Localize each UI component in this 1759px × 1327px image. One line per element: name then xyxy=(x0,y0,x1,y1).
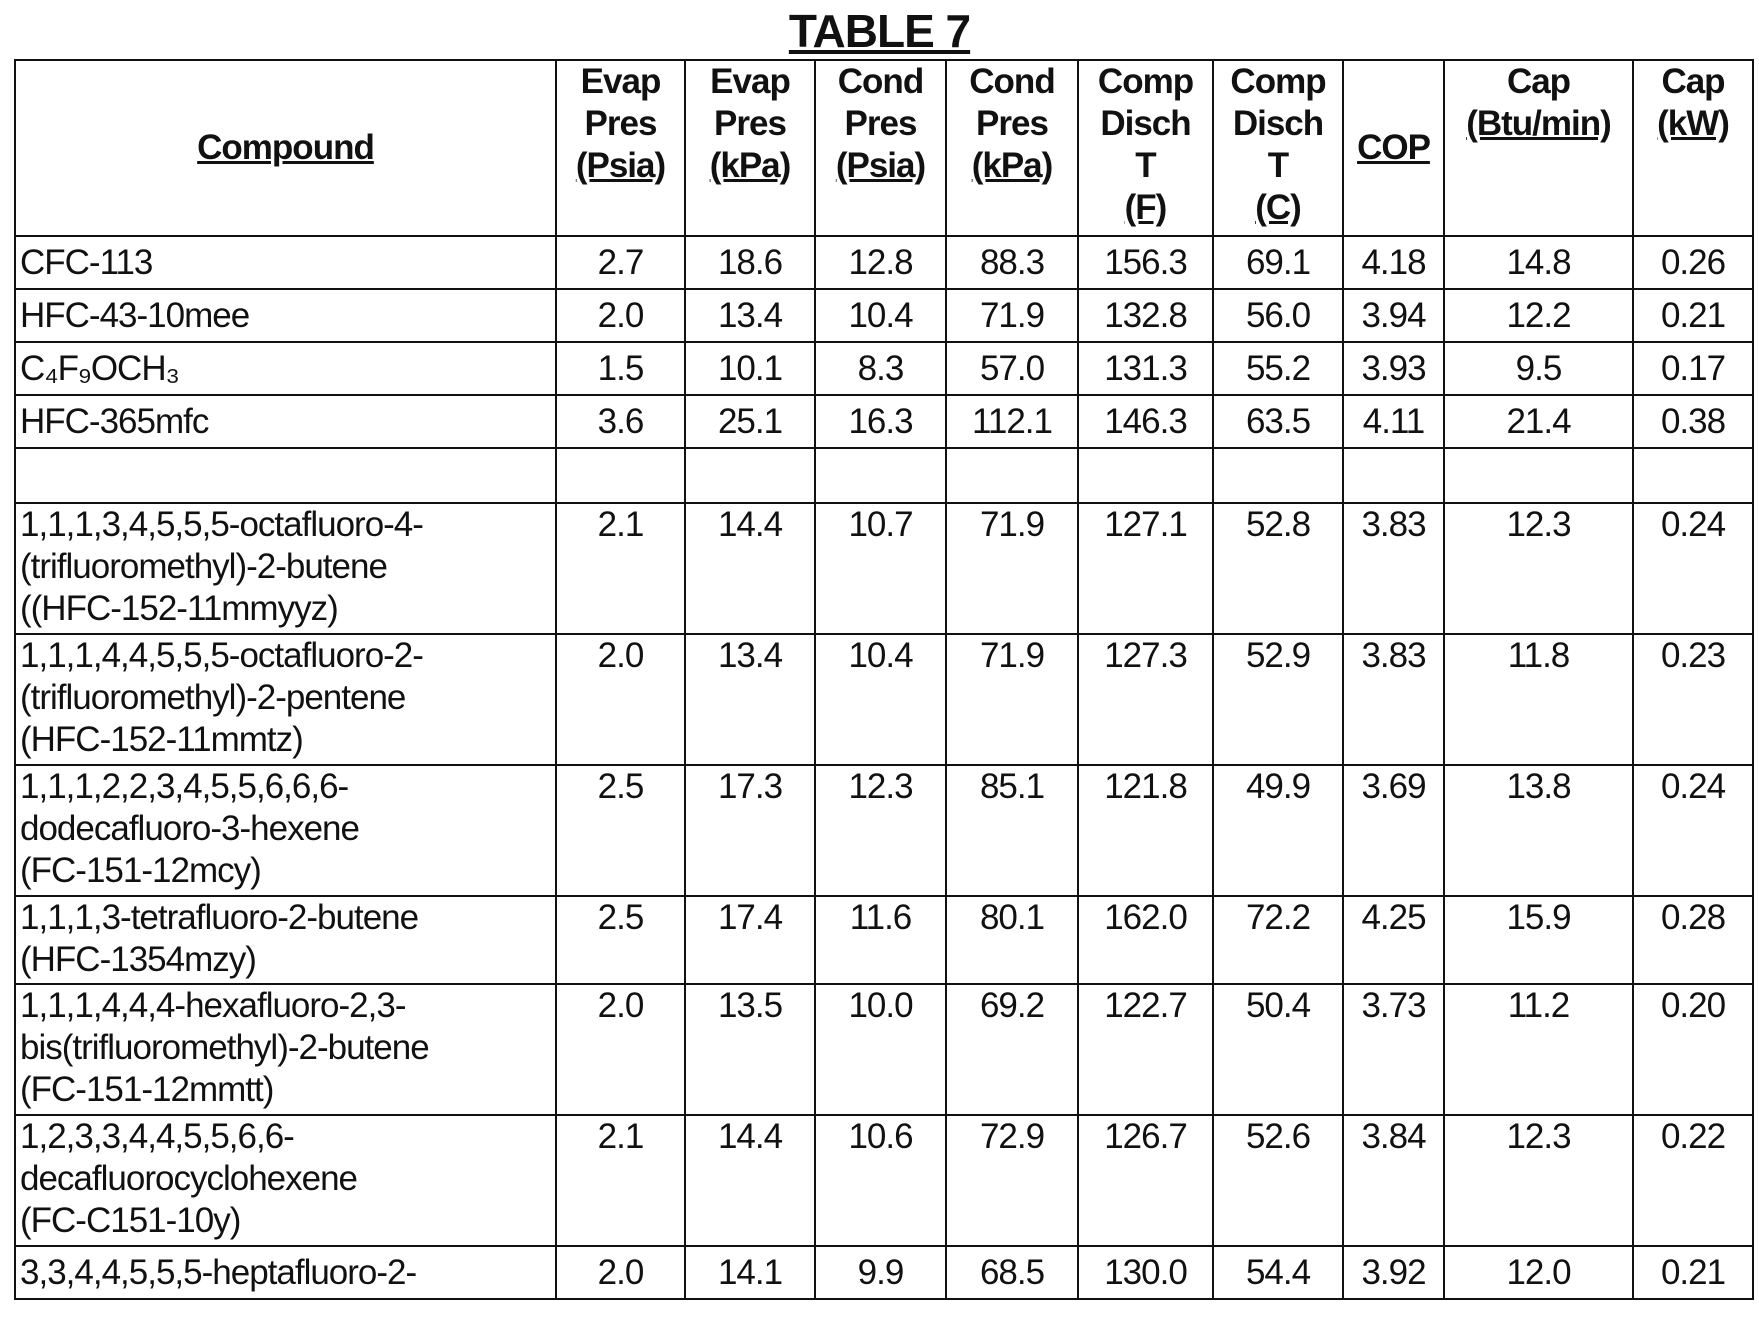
value-cell: 132.8 xyxy=(1078,289,1213,342)
value-cell: 16.3 xyxy=(815,395,946,448)
value-cell: 127.1 xyxy=(1078,503,1213,634)
value-cell: 10.4 xyxy=(815,289,946,342)
value-cell: 11.8 xyxy=(1444,634,1633,765)
table-row xyxy=(15,1246,1753,1299)
compound-name-line: (trifluoromethyl)-2-pentene xyxy=(20,677,551,719)
value-cell: 162.0 xyxy=(1078,896,1213,984)
value-cell: 3.6 xyxy=(556,395,685,448)
value-cell: 0.23 xyxy=(1633,634,1753,765)
value-cell: 12.8 xyxy=(815,236,946,289)
value-cell: 12.0 xyxy=(1444,1246,1633,1299)
compound-cell xyxy=(15,634,556,765)
value-cell: 68.5 xyxy=(946,1246,1078,1299)
empty-cell xyxy=(1633,448,1753,503)
header-cap-btu: Cap (Btu/min) xyxy=(1444,60,1633,236)
header-disch-f: Comp Disch T (F) xyxy=(1078,60,1213,236)
value-cell: 130.0 xyxy=(1078,1246,1213,1299)
value-cell: 3.93 xyxy=(1343,342,1444,395)
compound-name-line: CFC-113 xyxy=(20,242,551,284)
value-cell: 0.17 xyxy=(1633,342,1753,395)
value-cell: 80.1 xyxy=(946,896,1078,984)
empty-cell xyxy=(1213,448,1343,503)
value-cell: 72.9 xyxy=(946,1115,1078,1246)
compound-name-line: (HFC-1354mzy) xyxy=(20,939,551,981)
header-cop: COP xyxy=(1343,60,1444,236)
empty-cell xyxy=(946,448,1078,503)
compound-name-line: C₄F₉OCH₃ xyxy=(20,348,551,390)
header-cond-psia: Cond Pres (Psia) xyxy=(815,60,946,236)
compound-name-line: (FC-C151-10y) xyxy=(20,1200,551,1242)
value-cell: 85.1 xyxy=(946,765,1078,896)
compound-cell xyxy=(15,395,556,448)
value-cell: 3.84 xyxy=(1343,1115,1444,1246)
value-cell: 4.18 xyxy=(1343,236,1444,289)
value-cell: 69.1 xyxy=(1213,236,1343,289)
compound-name-line: 1,1,1,2,2,3,4,5,5,6,6,6- xyxy=(20,766,551,808)
table-row xyxy=(15,765,1753,896)
compound-cell xyxy=(15,765,556,896)
table-row xyxy=(15,984,1753,1115)
value-cell: 10.0 xyxy=(815,984,946,1115)
value-cell: 88.3 xyxy=(946,236,1078,289)
value-cell: 52.9 xyxy=(1213,634,1343,765)
value-cell: 69.2 xyxy=(946,984,1078,1115)
value-cell: 9.5 xyxy=(1444,342,1633,395)
compound-name-line: dodecafluoro-3-hexene xyxy=(20,808,551,850)
value-cell: 3.73 xyxy=(1343,984,1444,1115)
value-cell: 3.69 xyxy=(1343,765,1444,896)
value-cell: 0.38 xyxy=(1633,395,1753,448)
compound-name-line: (FC-151-12mmtt) xyxy=(20,1069,551,1111)
value-cell: 12.3 xyxy=(815,765,946,896)
compound-name-line: 1,1,1,4,4,4-hexafluoro-2,3- xyxy=(20,985,551,1027)
value-cell: 9.9 xyxy=(815,1246,946,1299)
value-cell: 10.6 xyxy=(815,1115,946,1246)
compound-cell xyxy=(15,1115,556,1246)
compound-name-line: HFC-43-10mee xyxy=(20,295,551,337)
value-cell: 17.4 xyxy=(685,896,815,984)
header-evap-kpa: Evap Pres (kPa) xyxy=(685,60,815,236)
value-cell: 2.0 xyxy=(556,289,685,342)
compound-name-line: 1,1,1,3,4,5,5,5-octafluoro-4- xyxy=(20,504,551,546)
value-cell: 8.3 xyxy=(815,342,946,395)
empty-cell xyxy=(15,448,556,503)
value-cell: 3.83 xyxy=(1343,634,1444,765)
compound-name-line: 3,3,4,4,5,5,5-heptafluoro-2- xyxy=(20,1252,551,1294)
compound-name-line: 1,2,3,3,4,4,5,5,6,6- xyxy=(20,1116,551,1158)
table-row xyxy=(15,289,1753,342)
value-cell: 10.1 xyxy=(685,342,815,395)
value-cell: 1.5 xyxy=(556,342,685,395)
value-cell: 71.9 xyxy=(946,289,1078,342)
value-cell: 57.0 xyxy=(946,342,1078,395)
table-row xyxy=(15,236,1753,289)
value-cell: 71.9 xyxy=(946,503,1078,634)
table-row xyxy=(15,503,1753,634)
compound-cell xyxy=(15,342,556,395)
value-cell: 12.3 xyxy=(1444,503,1633,634)
value-cell: 13.4 xyxy=(685,289,815,342)
value-cell: 2.0 xyxy=(556,1246,685,1299)
value-cell: 4.11 xyxy=(1343,395,1444,448)
compound-name-line: (trifluoromethyl)-2-butene xyxy=(20,546,551,588)
value-cell: 14.4 xyxy=(685,1115,815,1246)
value-cell: 0.28 xyxy=(1633,896,1753,984)
value-cell: 3.83 xyxy=(1343,503,1444,634)
value-cell: 14.1 xyxy=(685,1246,815,1299)
value-cell: 71.9 xyxy=(946,634,1078,765)
value-cell: 156.3 xyxy=(1078,236,1213,289)
header-row xyxy=(15,60,1753,236)
value-cell: 2.7 xyxy=(556,236,685,289)
value-cell: 13.5 xyxy=(685,984,815,1115)
empty-cell xyxy=(685,448,815,503)
value-cell: 52.8 xyxy=(1213,503,1343,634)
table-row xyxy=(15,634,1753,765)
value-cell: 14.4 xyxy=(685,503,815,634)
empty-cell xyxy=(1343,448,1444,503)
compound-cell xyxy=(15,503,556,634)
value-cell: 18.6 xyxy=(685,236,815,289)
empty-cell xyxy=(556,448,685,503)
value-cell: 12.2 xyxy=(1444,289,1633,342)
value-cell: 15.9 xyxy=(1444,896,1633,984)
value-cell: 2.1 xyxy=(556,1115,685,1246)
empty-cell xyxy=(1444,448,1633,503)
compound-name-line: ((HFC-152-11mmyyz) xyxy=(20,588,551,630)
value-cell: 11.6 xyxy=(815,896,946,984)
value-cell: 63.5 xyxy=(1213,395,1343,448)
compound-name-line: (FC-151-12mcy) xyxy=(20,850,551,892)
value-cell: 0.26 xyxy=(1633,236,1753,289)
value-cell: 2.1 xyxy=(556,503,685,634)
compound-cell xyxy=(15,896,556,984)
compound-name-line: (HFC-152-11mmtz) xyxy=(20,719,551,761)
value-cell: 13.4 xyxy=(685,634,815,765)
value-cell: 0.22 xyxy=(1633,1115,1753,1246)
value-cell: 50.4 xyxy=(1213,984,1343,1115)
table-row xyxy=(15,1115,1753,1246)
compound-cell xyxy=(15,1246,556,1299)
empty-cell xyxy=(815,448,946,503)
value-cell: 0.21 xyxy=(1633,289,1753,342)
value-cell: 2.0 xyxy=(556,634,685,765)
value-cell: 11.2 xyxy=(1444,984,1633,1115)
value-cell: 3.92 xyxy=(1343,1246,1444,1299)
value-cell: 131.3 xyxy=(1078,342,1213,395)
compound-cell xyxy=(15,984,556,1115)
value-cell: 25.1 xyxy=(685,395,815,448)
header-cap-kw: Cap (kW) xyxy=(1633,60,1753,236)
value-cell: 2.5 xyxy=(556,765,685,896)
table-row xyxy=(15,342,1753,395)
value-cell: 13.8 xyxy=(1444,765,1633,896)
value-cell: 0.24 xyxy=(1633,765,1753,896)
value-cell: 4.25 xyxy=(1343,896,1444,984)
value-cell: 127.3 xyxy=(1078,634,1213,765)
value-cell: 3.94 xyxy=(1343,289,1444,342)
header-compound: Compound xyxy=(15,60,556,236)
table-row xyxy=(15,896,1753,984)
value-cell: 55.2 xyxy=(1213,342,1343,395)
blank-row xyxy=(15,448,1753,503)
value-cell: 0.21 xyxy=(1633,1246,1753,1299)
data-table xyxy=(14,59,1754,1300)
value-cell: 121.8 xyxy=(1078,765,1213,896)
value-cell: 0.20 xyxy=(1633,984,1753,1115)
value-cell: 112.1 xyxy=(946,395,1078,448)
header-cond-kpa: Cond Pres (kPa) xyxy=(946,60,1078,236)
header-evap-psia: Evap Pres (Psia) xyxy=(556,60,685,236)
value-cell: 122.7 xyxy=(1078,984,1213,1115)
value-cell: 54.4 xyxy=(1213,1246,1343,1299)
value-cell: 17.3 xyxy=(685,765,815,896)
value-cell: 12.3 xyxy=(1444,1115,1633,1246)
table-row xyxy=(15,395,1753,448)
compound-name-line: HFC-365mfc xyxy=(20,401,551,443)
compound-name-line: 1,1,1,3-tetrafluoro-2-butene xyxy=(20,897,551,939)
compound-name-line: decafluorocyclohexene xyxy=(20,1158,551,1200)
value-cell: 146.3 xyxy=(1078,395,1213,448)
value-cell: 126.7 xyxy=(1078,1115,1213,1246)
value-cell: 52.6 xyxy=(1213,1115,1343,1246)
value-cell: 56.0 xyxy=(1213,289,1343,342)
empty-cell xyxy=(1078,448,1213,503)
value-cell: 2.5 xyxy=(556,896,685,984)
value-cell: 0.24 xyxy=(1633,503,1753,634)
value-cell: 14.8 xyxy=(1444,236,1633,289)
value-cell: 21.4 xyxy=(1444,395,1633,448)
compound-name-line: 1,1,1,4,4,5,5,5-octafluoro-2- xyxy=(20,635,551,677)
header-disch-c: Comp Disch T (C) xyxy=(1213,60,1343,236)
compound-cell xyxy=(15,236,556,289)
value-cell: 49.9 xyxy=(1213,765,1343,896)
value-cell: 72.2 xyxy=(1213,896,1343,984)
compound-name-line: bis(trifluoromethyl)-2-butene xyxy=(20,1027,551,1069)
table-title: TABLE 7 xyxy=(0,4,1759,58)
compound-cell xyxy=(15,289,556,342)
value-cell: 10.4 xyxy=(815,634,946,765)
value-cell: 2.0 xyxy=(556,984,685,1115)
value-cell: 10.7 xyxy=(815,503,946,634)
